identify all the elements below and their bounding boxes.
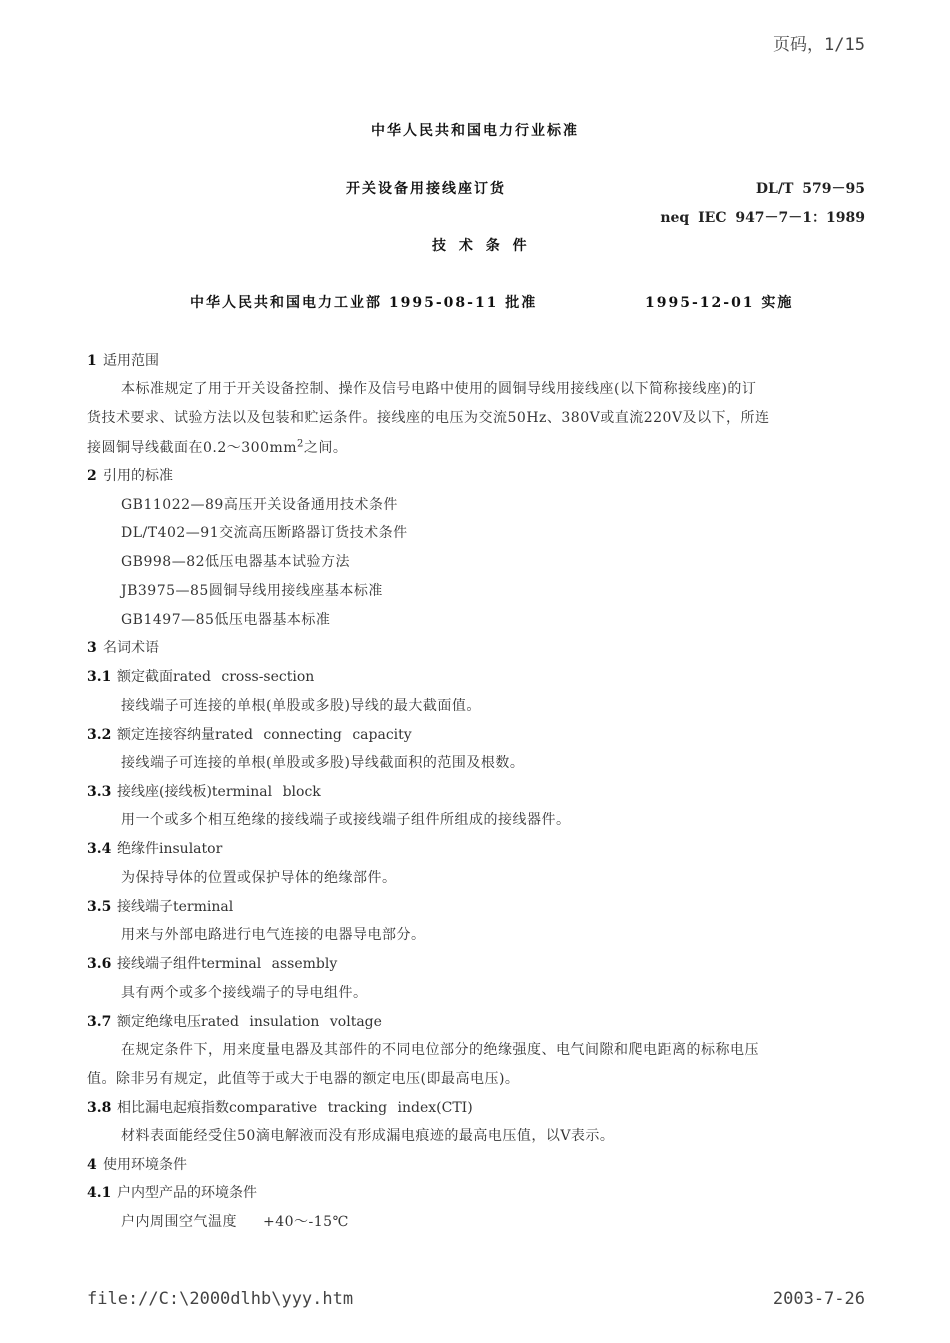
term-title: 额定截面rated cross-section — [117, 669, 315, 685]
term-definition: 具有两个或多个接线端子的导电组件。 — [121, 985, 368, 1001]
term-3-3-heading — [87, 781, 321, 801]
term-number: 3.2 — [87, 727, 112, 743]
section-number: 1 — [87, 353, 97, 369]
term-definition: 接线端子可连接的单根(单股或多股)导线截面积的范围及根数。 — [121, 755, 525, 771]
footer-date: 2003-7-26 — [772, 1289, 865, 1309]
term-definition: 用一个或多个相互绝缘的接线端子或接线端子组件所组成的接线器件。 — [121, 812, 571, 828]
term-number: 3.1 — [87, 669, 112, 685]
term-3-1-heading — [87, 666, 314, 686]
section-4-heading — [87, 1154, 187, 1174]
effective-date: 1995-12-01 实施 — [645, 295, 794, 311]
term-title: 相比漏电起痕指数comparative tracking index(CTI) — [117, 1100, 473, 1116]
term-number: 3.6 — [87, 956, 112, 972]
paragraph-line: 本标准规定了用于开关设备控制、操作及信号电路中使用的圆铜导线用接线座(以下简称接线座)的订 — [121, 381, 757, 397]
paragraph-line — [87, 437, 347, 457]
reference-item: GB998—82低压电器基本试验方法 — [121, 554, 351, 570]
paragraph-text: 之间。 — [303, 440, 348, 456]
term-definition: 材料表面能经受住50滴电解液而没有形成漏电痕迹的最高电压值，以V表示。 — [121, 1128, 615, 1144]
doc-title: 开关设备用接线座订货 — [346, 181, 506, 197]
term-title: 户内型产品的环境条件 — [117, 1185, 257, 1201]
term-title: 接线端子组件terminal assembly — [117, 956, 338, 972]
term-number: 3.3 — [87, 784, 112, 800]
term-number: 3.7 — [87, 1014, 112, 1030]
section-number: 3 — [87, 640, 97, 656]
section-title: 名词术语 — [103, 640, 159, 656]
page-number: 页码，1/15 — [773, 35, 865, 55]
reference-item: DL/T402—91交流高压断路器订货技术条件 — [121, 525, 408, 541]
approval-line: 中华人民共和国电力工业部 1995-08-11 批准 — [190, 295, 538, 311]
reference-item: JB3975—85圆铜导线用接线座基本标准 — [121, 583, 383, 599]
term-3-2-heading — [87, 724, 412, 744]
term-definition: 值。除非另有规定，此值等于或大于电器的额定电压(即最高电压)。 — [87, 1071, 520, 1087]
section-title: 引用的标准 — [103, 468, 173, 484]
term-3-5-heading — [87, 896, 233, 916]
temperature-value: +40～-15℃ — [263, 1214, 349, 1230]
term-title: 接线座(接线板)terminal block — [117, 784, 321, 800]
term-title: 额定连接容纳量rated connecting capacity — [117, 727, 412, 743]
section-title: 适用范围 — [103, 353, 159, 369]
term-definition: 为保持导体的位置或保护导体的绝缘部件。 — [121, 870, 397, 886]
term-number: 3.8 — [87, 1100, 112, 1116]
section-1-heading — [87, 350, 159, 370]
paragraph-text: 接圆铜导线截面在0.2～300mm — [87, 440, 298, 456]
section-title: 使用环境条件 — [103, 1157, 187, 1173]
temperature-row — [121, 1211, 349, 1231]
section-number: 2 — [87, 468, 97, 484]
paragraph-line: 货技术要求、试验方法以及包装和贮运条件。接线座的电压为交流50Hz、380V或直流220V及以下，所连 — [87, 410, 770, 426]
term-3-8-heading — [87, 1097, 473, 1117]
term-3-6-heading — [87, 953, 337, 973]
term-3-4-heading — [87, 838, 222, 858]
term-definition: 接线端子可连接的单根(单股或多股)导线的最大截面值。 — [121, 698, 481, 714]
doc-code: DL/T 579－95 — [755, 181, 865, 197]
equiv-standard: neq IEC 947－7－1：1989 — [660, 210, 865, 226]
superscript: 2 — [297, 438, 304, 450]
section-2-heading — [87, 465, 173, 485]
section-3-heading — [87, 637, 159, 657]
term-title: 额定绝缘电压rated insulation voltage — [117, 1014, 382, 1030]
footer-file-path: file://C:\2000dlhb\yyy.htm — [87, 1289, 354, 1309]
term-3-7-heading — [87, 1011, 382, 1031]
reference-item: GB1497—85低压电器基本标准 — [121, 612, 331, 628]
term-definition: 用来与外部电路进行电气连接的电器导电部分。 — [121, 927, 426, 943]
term-title: 接线端子terminal — [117, 899, 234, 915]
term-4-1-heading — [87, 1182, 257, 1202]
term-title: 绝缘件insulator — [117, 841, 223, 857]
term-number: 3.5 — [87, 899, 112, 915]
term-number: 3.4 — [87, 841, 112, 857]
doc-subtitle: 技 术 条 件 — [432, 238, 531, 254]
org-title: 中华人民共和国电力行业标准 — [371, 123, 579, 139]
term-definition: 在规定条件下，用来度量电器及其部件的不同电位部分的绝缘强度、电气间隙和爬电距离的标称电压 — [121, 1042, 759, 1058]
reference-item: GB11022—89高压开关设备通用技术条件 — [121, 497, 398, 513]
section-number: 4 — [87, 1157, 97, 1173]
temperature-label: 户内周围空气温度 — [121, 1214, 237, 1230]
term-number: 4.1 — [87, 1185, 112, 1201]
